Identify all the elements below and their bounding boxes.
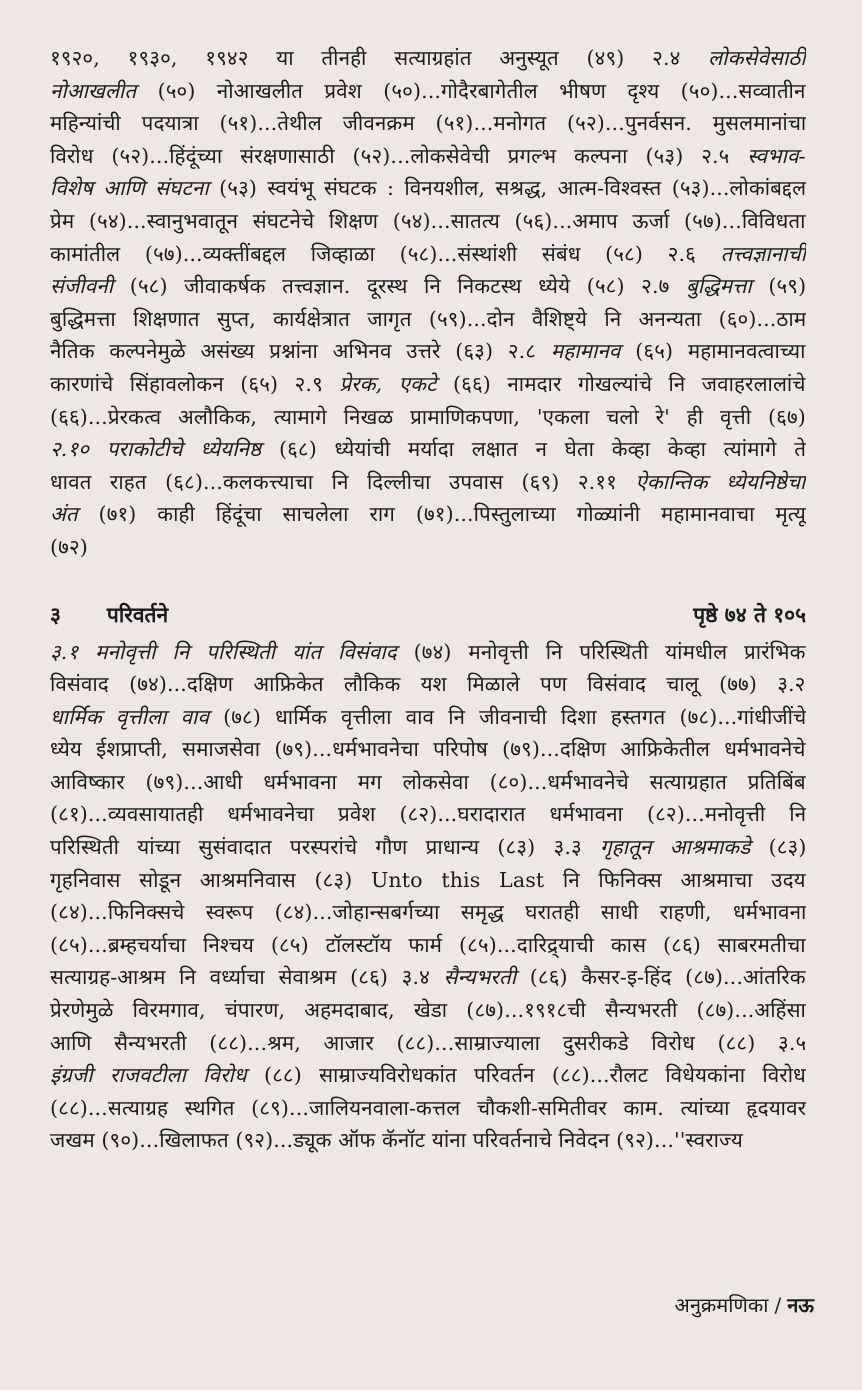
- text-line: [50, 498, 806, 531]
- body-text: महिन्यांची पदयात्रा (५१)...तेथील जीवनक्रम (५१)...मनोगत (५२)...पुनर्वसन. मुसलमानांचा: [50, 111, 806, 136]
- italic-topic-text: तत्त्वज्ञानाची: [720, 241, 806, 266]
- italic-topic-text: सैन्यभरती: [443, 965, 517, 990]
- body-text: (५३) स्वयंभू संघटक : विनयशील, सश्रद्ध, आत्म-विश्वस्त (५३)...लोकांबद्दल: [208, 176, 806, 201]
- footer-separator: /: [774, 1293, 782, 1317]
- text-line: [50, 205, 806, 238]
- text-line: [50, 636, 806, 669]
- chapter-3-contents: [50, 636, 806, 1158]
- chapter-heading: [50, 600, 806, 630]
- text-line: [50, 368, 806, 401]
- text-line: [50, 896, 806, 929]
- body-text: (८६) कैसर-इ-हिंद (८७)...आंतरिक: [516, 965, 806, 990]
- text-line: [50, 1059, 806, 1092]
- body-text: (८८)...सत्याग्रह स्थगित (८९)...जालियनवाला-कत्तल चौकशी-समितीवर काम. त्यांच्या हृदयावर: [50, 1095, 806, 1120]
- chapter-title: परिवर्तने: [106, 601, 169, 627]
- italic-topic-text: विशेष आणि संघटना: [50, 176, 209, 201]
- italic-topic-text: नोआखलीत: [50, 78, 137, 103]
- body-text: (५८) जीवाकर्षक तत्त्वज्ञान. दूरस्थ नि निकटस्थ ध्येये (५८) २.७: [113, 274, 686, 299]
- chapter-page-range: पृष्ठे ७४ ते १०५: [693, 601, 806, 627]
- body-text: (६८) ध्येयांची मर्यादा लक्षात न घेता केव्हा केव्हा त्यांमागे ते: [261, 437, 806, 462]
- text-line: [50, 831, 806, 864]
- italic-topic-text: २.१० पराकोटीचे ध्येयनिष्ठ: [50, 437, 262, 462]
- italic-topic-text: इंग्रजी राजवटीला विरोध: [50, 1063, 247, 1088]
- italic-topic-text: स्वभाव-: [747, 143, 806, 168]
- text-line: [50, 1124, 806, 1157]
- section-2-contents: [50, 42, 806, 564]
- text-line: [50, 701, 806, 734]
- body-text: बुद्धिमत्ता शिक्षणात सुप्त, कार्यक्षेत्रात जागृत (५९)...दोन वैशिष्ट्ये नि अनन्यता (६०)...ठाम: [50, 306, 806, 331]
- body-text: (६६) नामदार गोखल्यांचे नि जवाहरलालांचे: [436, 371, 806, 396]
- body-text: (८८) साम्राज्यविरोधकांत परिवर्तन (८८)...रौलट विधेयकांना विरोध: [246, 1063, 806, 1088]
- body-text: विरोध (५२)...हिंदूंच्या संरक्षणासाठी (५२)...लोकसेवेची प्रगल्भ कल्पना (५३) २.५: [50, 143, 748, 168]
- body-text: आणि सैन्यभरती (८८)...श्रम, आजार (८८)...साम्राज्याला दुसरीकडे विरोध (८८) ३.५: [50, 1030, 806, 1055]
- body-text: (५९): [751, 274, 806, 299]
- body-text: गृहनिवास सोडून आश्रमनिवास (८३) Unto this Last नि फिनिक्स आश्रमाचा उदय: [50, 867, 806, 892]
- italic-topic-text: धार्मिक वृत्तीला वाव: [50, 704, 210, 729]
- text-line: [50, 433, 806, 466]
- italic-topic-text: ऐकान्तिक ध्येयनिष्ठेचा: [635, 469, 806, 494]
- body-text: (७१) काही हिंदूंचा साचलेला राग (७१)...पिस्तुलाच्या गोळ्यांनी महामानवाचा मृत्यू: [77, 502, 806, 527]
- italic-topic-text: बुद्धिमत्ता: [685, 274, 752, 299]
- text-line: [50, 270, 806, 303]
- text-line: [50, 107, 806, 140]
- body-text: जखम (९०)...खिलाफत (९२)...ड्यूक ऑफ कॅनॉट यांना परिवर्तनाचे निवेदन (९२)...''स्वराज्य: [50, 1128, 743, 1153]
- body-text: (८१)...व्यवसायातही धर्मभावनेचा प्रवेश (८२)...घरादारात धर्मभावना (८२)...मनोवृत्ती नि: [50, 802, 806, 827]
- body-text: ध्येय ईशप्राप्ती, समाजसेवा (७९)...धर्मभावनेचा परिपोष (७९)...दक्षिण आफ्रिकेतील धर्मभावनेचे: [50, 737, 806, 762]
- body-text: प्रेम (५४)...स्वानुभवातून संघटनेचे शिक्षण (५४)...सातत्य (५६)...अमाप ऊर्जा (५७)...विविधता: [50, 208, 806, 233]
- text-line: [50, 172, 806, 205]
- body-text: (७८) धार्मिक वृत्तीला वाव नि जीवनाची दिशा हस्तगत (७८)...गांधीजींचे: [209, 704, 806, 729]
- body-text: कारणांचे सिंहावलोकन (६५) २.९: [50, 371, 340, 396]
- text-line: [50, 335, 806, 368]
- text-line: [50, 238, 806, 271]
- body-text: प्रेरणेमुळे विरमगाव, चंपारण, अहमदाबाद, खेडा (८७)...१९१८ची सैन्यभरती (८७)...अहिंसा: [50, 998, 806, 1023]
- body-text: (८५)...ब्रम्हचर्याचा निश्चय (८५) टॉलस्टॉय फार्म (८५)...दारिद्र्याची कास (८६) साबरमतीचा: [50, 932, 806, 957]
- body-text: (८४)...फिनिक्सचे स्वरूप (८४)...जोहान्सबर्गच्या समृद्ध घरातही साधी राहणी, धर्मभावना: [50, 900, 806, 925]
- text-line: [50, 961, 806, 994]
- page-footer: [675, 1292, 814, 1318]
- text-line: [50, 401, 806, 434]
- text-line: [50, 140, 806, 173]
- body-text: कामांतील (५७)...व्यक्तींबद्दल जिव्हाळा (५८)...संस्थांशी संबंध (५८) २.६: [50, 241, 721, 266]
- italic-topic-text: लोकसेवेसाठी: [708, 46, 806, 70]
- body-text: (५०) नोआखलीत प्रवेश (५०)...गोदैरबागेतील भीषण दृश्य (५०)...सव्वातीन: [136, 78, 806, 103]
- text-line: [50, 798, 806, 831]
- italic-topic-text: ३.१ मनोवृत्ती नि परिस्थिती यांत विसंवाद: [50, 639, 397, 664]
- body-text: नैतिक कल्पनेमुळे असंख्य प्रश्नांना अभिनव उत्तरे (६३) २.८: [50, 339, 551, 364]
- text-line: [50, 531, 806, 564]
- text-line: [50, 766, 806, 799]
- text-line: [50, 1092, 806, 1125]
- chapter-number: ३: [50, 601, 61, 627]
- text-line: [50, 1027, 806, 1060]
- text-line: [50, 42, 806, 75]
- text-line: [50, 668, 806, 701]
- text-line: [50, 864, 806, 897]
- body-text: परिस्थिती यांच्या सुसंवादात परस्परांचे गौण प्राधान्य (८३) ३.३: [50, 835, 601, 860]
- body-text: (८३): [750, 835, 806, 860]
- body-text: विसंवाद (७४)...दक्षिण आफ्रिकेत लौकिक यश मिळाले पण विसंवाद चालू (७७) ३.२: [50, 672, 806, 697]
- body-text: (६५) महामानवत्वाच्या: [620, 339, 806, 364]
- italic-topic-text: अंत: [50, 502, 78, 527]
- text-line: [50, 303, 806, 336]
- body-text: (६६)...प्रेरकत्व अलौकिक, त्यामागे निखळ प्रामाणिकपणा, 'एकला चलो रे' ही वृत्ती (६७): [50, 404, 806, 429]
- text-line: [50, 75, 806, 108]
- body-text: आविष्कार (७९)...आधी धर्मभावना मग लोकसेवा (८०)...धर्मभावनेचे सत्याग्रहात प्रतिबिंब: [50, 769, 806, 794]
- italic-topic-text: महामानव: [550, 339, 621, 364]
- text-line: [50, 929, 806, 962]
- body-text: (७४) मनोवृत्ती नि परिस्थिती यांमधील प्रारंभिक: [396, 639, 806, 664]
- body-text: (७२): [50, 534, 88, 559]
- footer-label: अनुक्रमणिका: [674, 1293, 769, 1317]
- page-number: नऊ: [787, 1293, 814, 1317]
- text-line: [50, 733, 806, 766]
- text-line: [50, 994, 806, 1027]
- body-text: १९२०, १९३०, १९४२ या तीनही सत्याग्रहांत अनुस्यूत (४९) २.४: [50, 46, 709, 70]
- italic-topic-text: संजीवनी: [50, 274, 114, 299]
- italic-topic-text: गृहातून आश्रमाकडे: [600, 835, 751, 860]
- text-line: [50, 466, 806, 499]
- italic-topic-text: प्रेरक, एकटे: [339, 371, 437, 396]
- body-text: धावत राहत (६८)...कलकत्त्याचा नि दिल्लीचा उपवास (६९) २.११: [50, 469, 636, 494]
- body-text: सत्याग्रह-आश्रम नि वर्ध्याचा सेवाश्रम (८६) ३.४: [50, 965, 444, 990]
